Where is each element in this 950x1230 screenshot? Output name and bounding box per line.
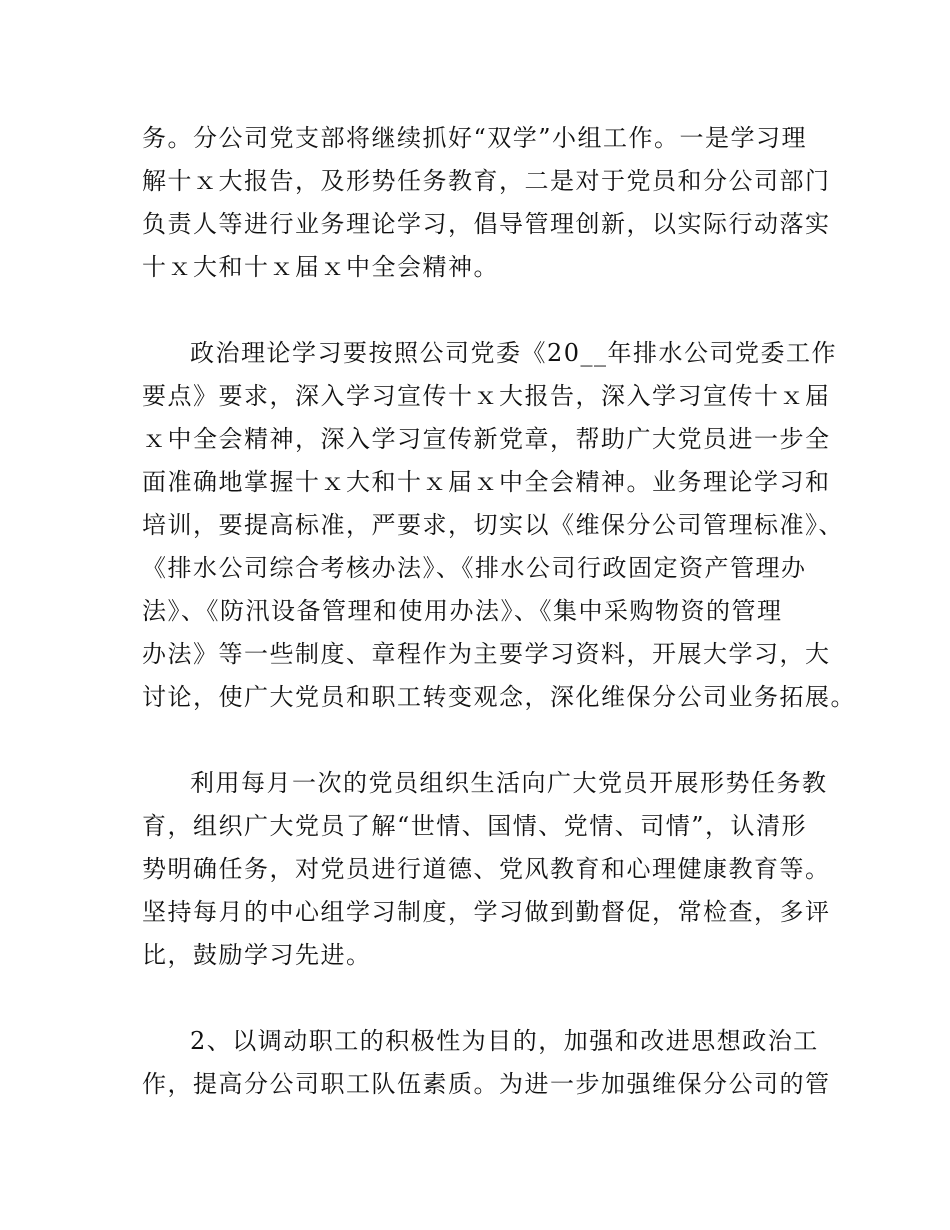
text-line: 坚持每月的中心组学习制度，学习做到勤督促，常检查，多评 bbox=[142, 898, 831, 926]
text-line: 比，鼓励学习先进。 bbox=[142, 941, 372, 969]
text-line: 育，组织广大党员了解“世情、国情、党情、司情”，认清形 bbox=[142, 812, 808, 840]
text-line: 2、以调动职工的积极性为目的，加强和改进思想政治工 bbox=[190, 1027, 819, 1055]
text-line: 政治理论学习要按照公司党委《20__年排水公司党委工作 bbox=[190, 339, 838, 367]
text-line: 培训，要提高标准，严要求，切实以《维保分公司管理标准》、 bbox=[142, 511, 844, 539]
text-line: 解十ｘ大报告，及形势任务教育，二是对于党员和分公司部门 bbox=[142, 167, 831, 195]
text-line: 要点》要求，深入学习宣传十ｘ大报告，深入学习宣传十ｘ届 bbox=[142, 382, 831, 410]
text-line: 势明确任务，对党员进行道德、党风教育和心理健康教育等。 bbox=[142, 855, 831, 883]
text-line: 法》、《防汛设备管理和使用办法》、《集中采购物资的管理 bbox=[142, 597, 783, 625]
text-line: 《排水公司综合考核办法》、《排水公司行政固定资产管理办 bbox=[142, 554, 807, 582]
text-line: 办法》等一些制度、章程作为主要学习资料，开展大学习，大 bbox=[142, 640, 831, 668]
text-line: 作，提高分公司职工队伍素质。为进一步加强维保分公司的管 bbox=[142, 1070, 831, 1098]
text-line: 面准确地掌握十ｘ大和十ｘ届ｘ中全会精神。业务理论学习和 bbox=[142, 468, 831, 496]
text-line: 讨论，使广大党员和职工转变观念，深化维保分公司业务拓展。 bbox=[142, 683, 856, 711]
text-line: 负责人等进行业务理论学习，倡导管理创新，以实际行动落实 bbox=[142, 210, 831, 238]
text-line: ｘ中全会精神，深入学习宣传新党章，帮助广大党员进一步全 bbox=[142, 425, 831, 453]
text-line: 十ｘ大和十ｘ届ｘ中全会精神。 bbox=[142, 253, 499, 281]
text-line: 务。分公司党支部将继续抓好“双学”小组工作。一是学习理 bbox=[142, 124, 808, 152]
text-line: 利用每月一次的党员组织生活向广大党员开展形势任务教 bbox=[190, 769, 828, 797]
